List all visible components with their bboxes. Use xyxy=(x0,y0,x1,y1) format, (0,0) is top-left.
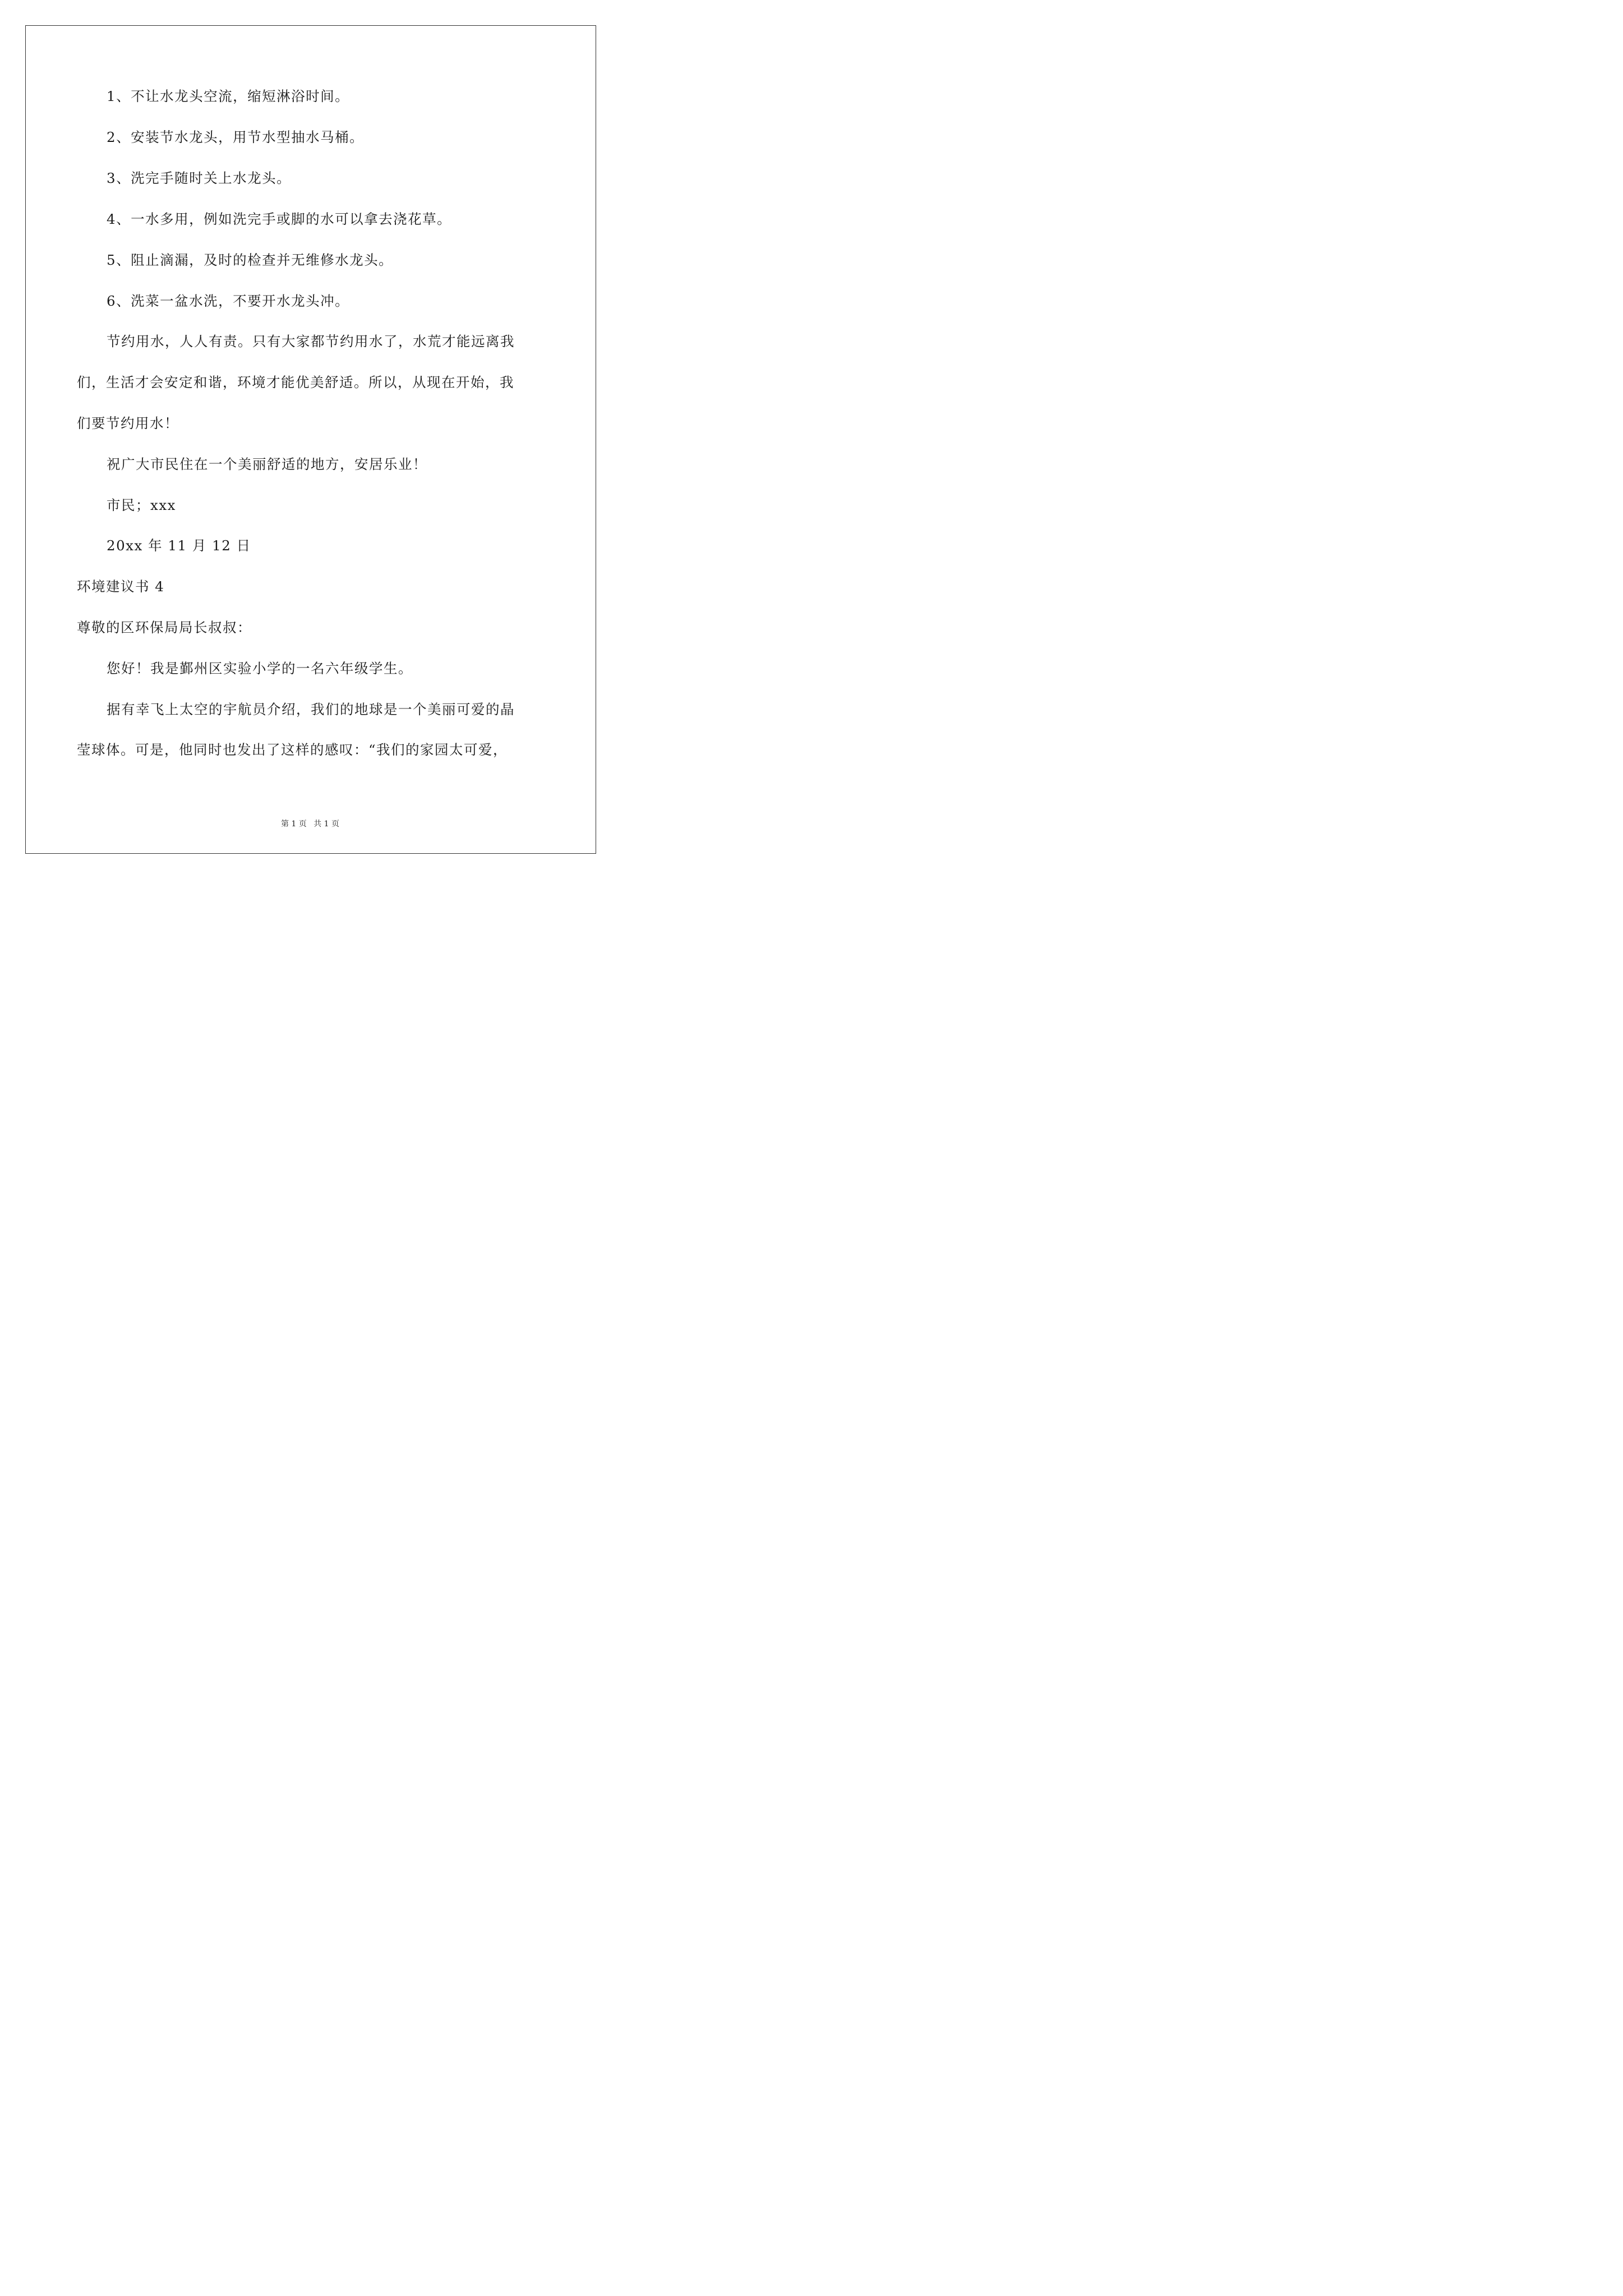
date-line: 20xx 年 11 月 12 日 xyxy=(107,537,251,554)
salutation: 尊敬的区环保局局长叔叔： xyxy=(77,619,252,636)
page-border xyxy=(25,25,596,854)
paragraph-line: 莹球体。可是，他同时也发出了这样的感叹：“我们的家园太可爱， xyxy=(77,742,508,758)
signature-line: 市民；xxx xyxy=(107,497,176,513)
list-item-2: 2、安装节水龙头，用节水型抽水马桶。 xyxy=(107,129,365,145)
paragraph-line: 节约用水，人人有责。只有大家都节约用水了，水荒才能远离我 xyxy=(107,333,515,349)
page-number: 第 1 页 xyxy=(280,820,307,829)
list-item-1: 1、不让水龙头空流，缩短淋浴时间。 xyxy=(107,88,350,104)
list-item-4: 4、一水多用，例如洗完手或脚的水可以拿去浇花草。 xyxy=(107,211,452,227)
list-item-3: 3、洗完手随时关上水龙头。 xyxy=(107,170,292,186)
page-footer xyxy=(0,818,620,829)
paragraph-line: 祝广大市民住在一个美丽舒适的地方，安居乐业！ xyxy=(107,456,427,472)
list-item-6: 6、洗菜一盆水洗，不要开水龙头冲。 xyxy=(107,293,350,309)
page-total: 共 1 页 xyxy=(313,820,340,829)
paragraph-line: 据有幸飞上太空的宇航员介绍，我们的地球是一个美丽可爱的晶 xyxy=(107,701,515,717)
list-item-5: 5、阻止滴漏，及时的检查并无维修水龙头。 xyxy=(107,252,394,268)
paragraph-line: 们，生活才会安定和谐，环境才能优美舒适。所以，从现在开始，我 xyxy=(77,374,514,390)
section-title: 环境建议书 4 xyxy=(77,578,165,595)
paragraph-line: 们要节约用水！ xyxy=(77,415,179,431)
paragraph-line: 您好！我是鄞州区实验小学的一名六年级学生。 xyxy=(107,660,413,677)
